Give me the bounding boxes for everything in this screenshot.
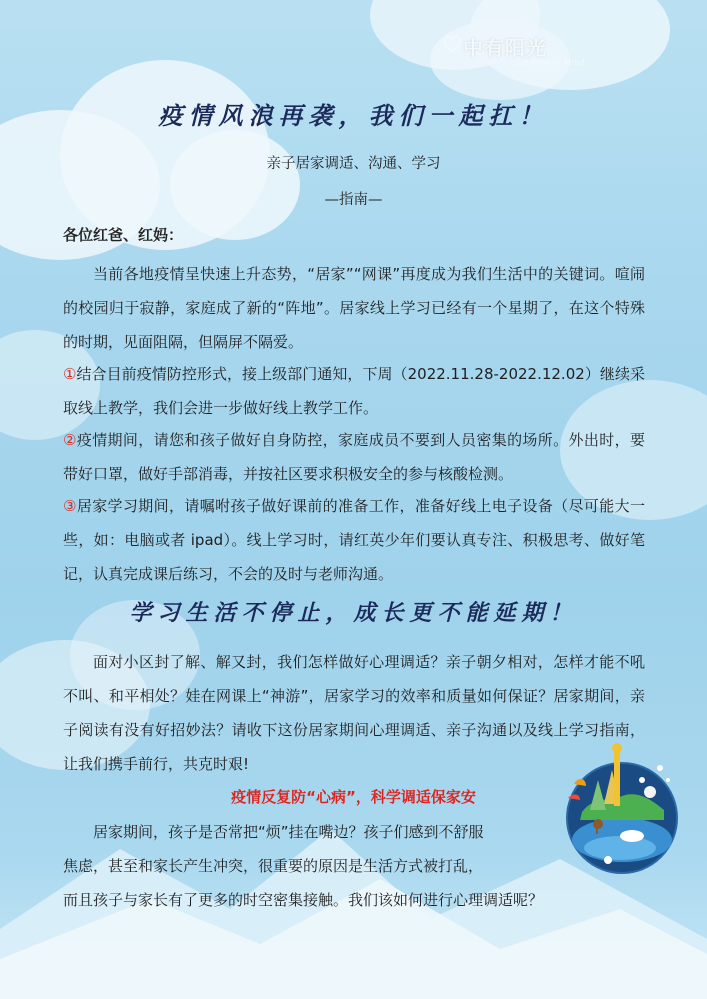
globe-illustration <box>560 740 685 875</box>
brand-logo <box>435 28 605 78</box>
notice-item-3 <box>63 489 645 591</box>
logo-subtext: Sunshine in Mind <box>513 58 585 67</box>
page-subtitle: 亲子居家调适、沟通、学习 <box>266 156 441 172</box>
guide-paragraph: 面对小区封了解、解又封，我们怎样做好心理调适？亲子朝夕相对，怎样才能不吼不叫、和平相处？娃在网课上“神游”，居家学习的效率和质量如何保证？居家期间，亲子阅读有没有好招妙法？请收下这份居家期间心理调适、亲子沟通以及线上学习指南，让我们携手前行，共克时艰! <box>63 653 645 773</box>
page-subtitle-guide: —指南— <box>324 192 383 208</box>
item-number: ② <box>63 431 77 449</box>
heart-logo-icon <box>441 32 463 54</box>
notice-item-2 <box>63 423 645 491</box>
psych-paragraph-line-2: 焦虑，甚至和家长产生冲突，很重要的原因是生活方式被打乱， <box>63 857 484 875</box>
psych-paragraph-line-1: 居家期间，孩子是否常把“烦”挂在嘴边？孩子们感到不舒服 <box>93 823 484 841</box>
item-text: 结合目前疫情防控形式，接上级部门通知，下周（2022.11.28-2022.12.02）继续采取线上教学，我们会进一步做好线上教学工作。 <box>63 365 645 417</box>
item-text: 疫情期间，请您和孩子做好自身防控，家庭成员不要到人员密集的场所。外出时，要带好口罩，做好手部消毒，并按社区要求积极安全的参与核酸检测。 <box>63 431 645 483</box>
psych-paragraph-line-3: 而且孩子与家长有了更多的时空密集接触。我们该如何进行心理调适呢？ <box>63 891 544 909</box>
intro-paragraph: 当前各地疫情呈快速上升态势，“居家”“网课”再度成为我们生活中的关键词。喧闹的校园归于寂静，家庭成了新的“阵地”。居家线上学习已经有一个星期了，在这个特殊的时期，见面阻隔，但隔屏不隔爱。 <box>63 265 645 351</box>
page-title: 疫情风浪再袭，我们一起扛！ <box>158 101 549 130</box>
notice-item-1 <box>63 357 645 425</box>
item-number: ① <box>63 365 77 383</box>
section-heading: 疫情反复防“心病”，科学调适保家安 <box>231 788 476 806</box>
greeting: 各位红爸、红妈： <box>63 226 184 244</box>
item-text: 居家学习期间，请嘱咐孩子做好课前的准备工作，准备好线上电子设备（尽可能大一些，如：电脑或者 ipad）。线上学习时，请红英少年们要认真专注、积极思考、做好笔记，认真完成课后练习，不会的及时与老师沟通。 <box>63 497 645 583</box>
item-number: ③ <box>63 497 77 515</box>
logo-text: 中有阳光 <box>463 36 547 60</box>
slogan-heading: 学习生活不停止，成长更不能延期！ <box>129 600 578 626</box>
background-cloud <box>170 130 300 240</box>
